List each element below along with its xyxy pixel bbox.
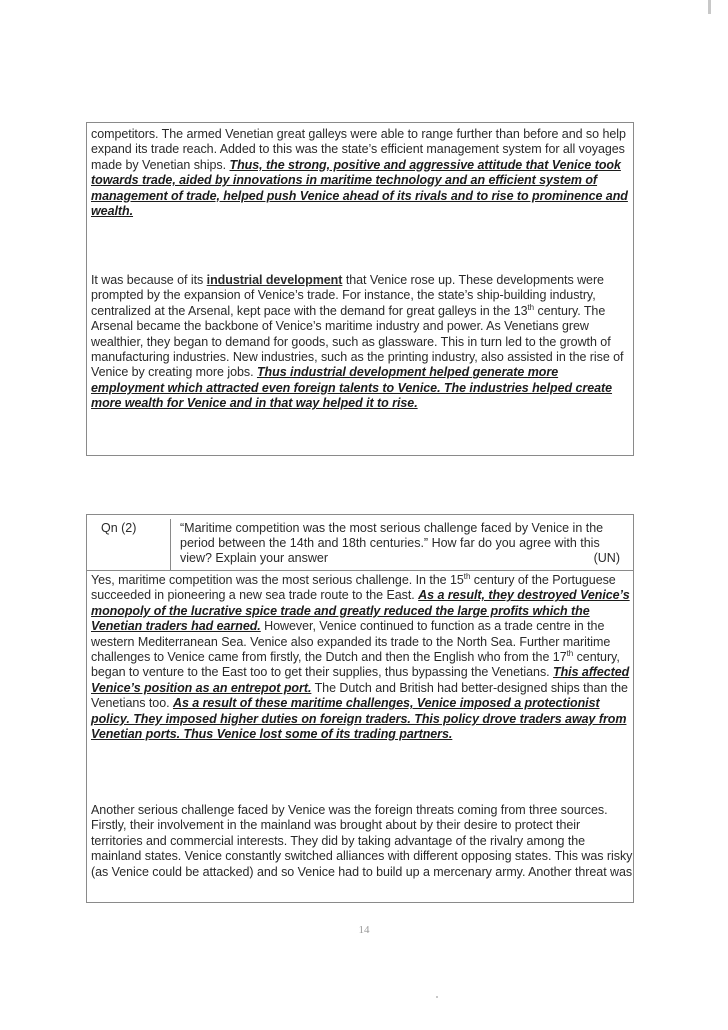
superscript: th <box>566 649 574 659</box>
scan-dot <box>436 996 438 998</box>
question-rule <box>86 570 634 571</box>
paragraph-text: century. The Arsenal became the backbone of Venice’s maritime industry and power. As Venetians grew wealthier, they began to demand for goods, such as glassware. This in turn led to the growth of manufacturing industries. New industries, such as the printing industry, also assisted in the rise of Venice by creating more jobs. <box>91 303 624 380</box>
question-divider <box>170 519 171 571</box>
scan-edge-mark <box>708 0 711 14</box>
answer-text: However, Venice continued to function as a trade centre in the western Mediterranean Sea. Venice also expanded its trade to the North Sea. Further maritime challenges to Venice came from firstly, the Dutch and then the English who from the 17 <box>91 619 611 665</box>
question-text: “Maritime competition was the most serious challenge faced by Venice in the period between the 14th and 18th centuries.” How far do you agree with this view? Explain your answer <box>180 521 604 566</box>
answer-text: Yes, maritime competition was the most serious challenge. In the 15 <box>91 573 464 587</box>
page-number: 14 <box>358 924 370 936</box>
underlined-point: This affected Venice’s position as an entrepot port. <box>91 665 630 695</box>
paragraph-text: It was because of its <box>91 273 204 287</box>
paragraph-text: competitors. The armed Venetian great galleys were able to range further than before and so help expand its trade reach. Added to this was the state’s efficient management system for all voyages made by Venetian ships. <box>91 127 626 172</box>
answer-text: century of the Portuguese succeeded in pioneering a new sea trade route to the East. <box>91 573 616 603</box>
bold-keyword: industrial development <box>206 273 343 287</box>
paragraph-text: that Venice rose up. These developments were prompted by the expansion of Venice’s trade. For instance, the state’s ship-building industry, centralized at the Arsenal, kept pace with the demand for great galleys in the 13 <box>91 273 604 318</box>
superscript: th <box>527 302 535 312</box>
question-text-block <box>180 521 620 567</box>
answer-text: Another serious challenge faced by Venice was the foreign threats coming from three sources. Firstly, their involvement in the mainland was brought about by their desire to protect their territories and commercial interests. They did by taking advantage of the rivalry among the mainland states. Venice constantly switched alliances with different opposing states. This was risky (as Venice could be attacked) and so Venice had to build up a mercenary army. Another threat was <box>91 803 633 879</box>
underlined-point: As a result, they destroyed Venice’s monopoly of the lucrative spice trade and greatly reduced the large profits which the Venetian traders had earned. <box>91 588 630 634</box>
underlined-conclusion: Thus, the strong, positive and aggressive attitude that Venice took towards trade, aided by innovations in maritime technology and an efficient system of management of trade, helped push Venice ahead of its rivals and to rise to prominence and wealth. <box>91 157 628 219</box>
question-number: Qn (2) <box>101 521 137 535</box>
answer-paragraph-maritime <box>91 573 633 742</box>
underlined-point: As a result of these maritime challenges, Venice imposed a protectionist policy. They imposed higher duties on foreign traders. This policy drove traders away from Venetian ports. Thus Venice lost some of its trading partners. <box>91 696 627 742</box>
superscript: th <box>463 572 471 581</box>
question-mark-code: (UN) <box>593 551 620 566</box>
underlined-conclusion: Thus industrial development helped generate more employment which attracted even foreign talents to Venice. The industries helped create more wealth for Venice and in that way helped it to rise. <box>91 365 613 411</box>
answer-paragraph-foreign-threats <box>91 803 633 880</box>
question-header <box>86 519 634 571</box>
paragraph-management <box>91 127 633 219</box>
paragraph-industrial-development <box>91 273 633 412</box>
answer-text: The Dutch and British had better-designed ships than the Venetians too. <box>91 680 628 711</box>
answer-text: century, began to venture to the East too to get their supplies, thus bypassing the Venetians. <box>91 650 620 680</box>
